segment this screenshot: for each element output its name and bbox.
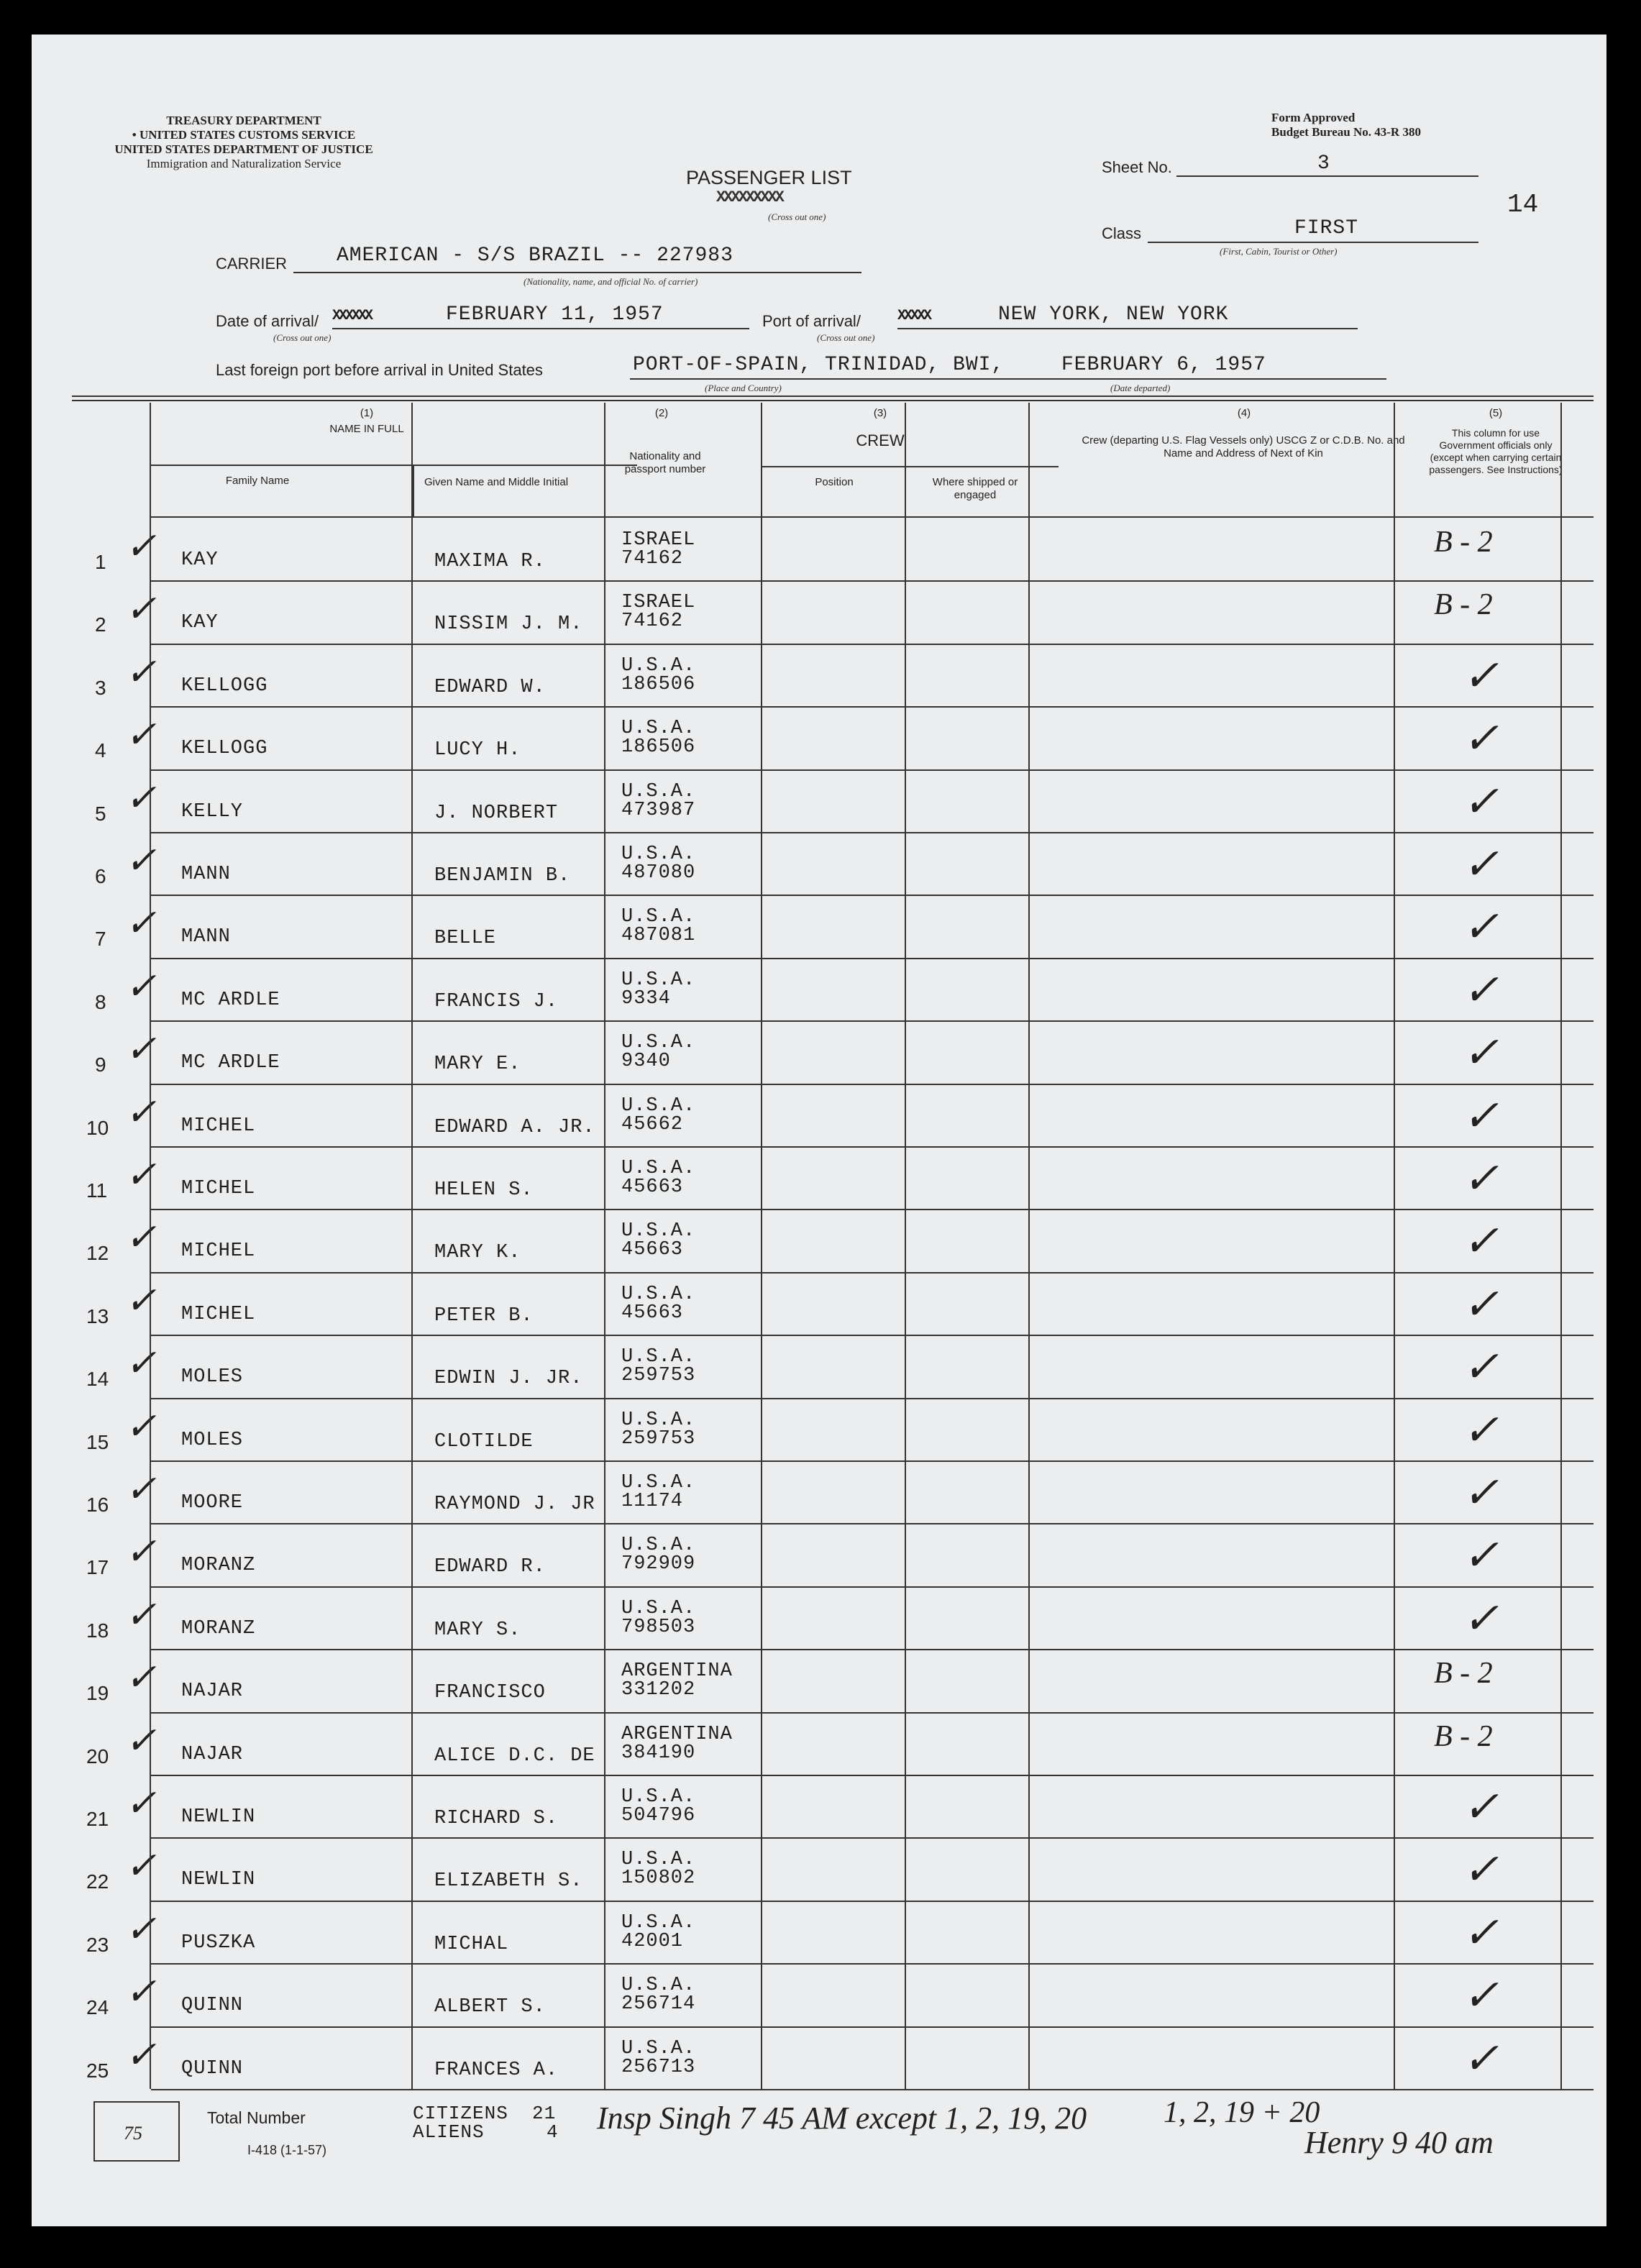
official-mark: ✓: [1463, 1217, 1499, 1266]
check-mark-icon: ✓: [125, 966, 157, 1007]
official-mark: ✓: [1463, 715, 1499, 763]
table-row: [32, 644, 1606, 706]
passport-number: 150802: [621, 1867, 696, 1890]
passport-number: 487080: [621, 862, 696, 884]
official-mark: ✓: [1463, 2034, 1499, 2082]
row-number: 25: [86, 2059, 109, 2082]
row-number: 21: [86, 1808, 109, 1830]
official-mark: ✓: [1463, 651, 1499, 700]
check-mark-icon: ✓: [125, 1846, 157, 1888]
official-mark: ✓: [1463, 903, 1499, 951]
family-name: MC ARDLE: [181, 989, 280, 1011]
official-mark: ✓: [1463, 1908, 1499, 1957]
family-name: KAY: [181, 549, 219, 571]
arrival-crossed: XXXXXX: [332, 308, 372, 324]
check-mark-icon: ✓: [125, 1783, 157, 1824]
official-mark: ✓: [1463, 1155, 1499, 1202]
family-name: KELLOGG: [181, 675, 268, 697]
nationality: U.S.A.: [621, 1849, 696, 1871]
col4-number: (4): [1237, 407, 1251, 419]
row-number: 6: [95, 865, 106, 887]
table-row: [32, 1775, 1606, 1837]
cross-out-note: (Cross out one): [768, 211, 826, 222]
departed-note: (Date departed): [1110, 383, 1171, 393]
nationality: U.S.A.: [621, 1346, 696, 1368]
row-number: 16: [86, 1494, 109, 1516]
form-approved-line: Form Approved: [1271, 111, 1356, 124]
check-mark-icon: ✓: [125, 1532, 157, 1573]
row-number: 10: [86, 1116, 109, 1139]
table-row: [32, 580, 1606, 643]
family-name: MOLES: [181, 1429, 244, 1451]
col2-title-text: Nationality and passport number: [624, 450, 706, 475]
table-row: [32, 1398, 1606, 1460]
passport-number: 9334: [621, 987, 671, 1010]
nationality: ISRAEL: [621, 529, 696, 551]
handwritten-signature: Henry 9 40 am: [1304, 2125, 1494, 2160]
passport-number: 256713: [621, 2056, 696, 2078]
official-mark: B - 2: [1434, 526, 1493, 559]
given-name: RAYMOND J. JR: [434, 1494, 595, 1515]
col5-title: [1424, 427, 1568, 476]
check-mark-icon: ✓: [125, 1280, 157, 1322]
row-number: 23: [86, 1933, 109, 1956]
carrier-value: AMERICAN - S/S BRAZIL -- 227983: [337, 244, 733, 267]
row-number: 12: [86, 1242, 109, 1265]
sheet-label: Sheet No.: [1102, 158, 1172, 176]
nationality: U.S.A.: [621, 906, 696, 928]
check-mark-icon: ✓: [125, 1720, 157, 1762]
given-name: EDWARD R.: [434, 1556, 546, 1578]
check-mark-icon: ✓: [125, 1657, 157, 1699]
handwritten-inspection-note: Insp Singh 7 45 AM except 1, 2, 19, 20: [597, 2100, 1087, 2136]
nationality: U.S.A.: [621, 1094, 696, 1117]
check-mark-icon: ✓: [125, 777, 157, 819]
nationality: U.S.A.: [621, 1220, 696, 1243]
family-name: MORANZ: [181, 1617, 256, 1640]
family-name: MICHEL: [181, 1115, 256, 1137]
family-name: MICHEL: [181, 1240, 256, 1263]
table-row: [32, 2026, 1606, 2089]
col2-title: [618, 450, 712, 476]
total-box: [93, 2101, 180, 2162]
table-row: [32, 1837, 1606, 1900]
row-number: 9: [95, 1053, 106, 1076]
passport-number: 45662: [621, 1113, 684, 1135]
last-port-value: PORT-OF-SPAIN, TRINIDAD, BWI,: [633, 354, 1005, 376]
check-mark-icon: ✓: [125, 651, 157, 693]
official-mark: B - 2: [1434, 588, 1493, 622]
table-row: [32, 1272, 1606, 1335]
given-name: BENJAMIN B.: [434, 865, 571, 887]
carrier-label: CARRIER: [216, 255, 288, 273]
check-mark-icon: ✓: [125, 1155, 157, 1196]
given-name: ALICE D.C. DE: [434, 1745, 595, 1767]
check-mark-icon: ✓: [125, 1092, 157, 1133]
given-name: FRANCIS J.: [434, 990, 559, 1012]
table-row: [32, 832, 1606, 895]
col1-number: (1): [360, 407, 374, 419]
citizens-value: 21: [532, 2103, 557, 2124]
port-note: (Cross out one): [817, 332, 875, 343]
nationality: U.S.A.: [621, 1158, 696, 1179]
check-mark-icon: ✓: [125, 1343, 157, 1385]
table-row: [32, 1084, 1606, 1146]
nationality: U.S.A.: [621, 1472, 696, 1494]
official-mark: ✓: [1463, 1029, 1499, 1077]
crew-header: CREW: [856, 431, 905, 449]
family-name: KELLY: [181, 800, 244, 823]
class-note: (First, Cabin, Tourist or Other): [1220, 246, 1338, 257]
family-name: MOLES: [181, 1366, 244, 1389]
nationality: U.S.A.: [621, 654, 696, 677]
check-mark-icon: ✓: [125, 1406, 157, 1448]
given-name: FRANCISCO: [434, 1682, 546, 1704]
row-number: 7: [95, 928, 106, 951]
given-name: BELLE: [434, 928, 497, 950]
citizens-label: CITIZENS: [413, 2103, 508, 2124]
table-row: [32, 1209, 1606, 1271]
passport-number: 798503: [621, 1616, 696, 1638]
table-row: [32, 1523, 1606, 1586]
carrier-note: (Nationality, name, and official No. of carrier): [524, 276, 698, 287]
row-number: 5: [95, 802, 106, 825]
row-number: 13: [86, 1304, 109, 1327]
row-number: 11: [86, 1179, 108, 1202]
nationality: U.S.A.: [621, 2037, 696, 2059]
given-name: EDWARD W.: [434, 676, 546, 698]
check-mark-icon: ✓: [125, 526, 157, 567]
col3-number: (3): [873, 407, 887, 419]
sheet-number: 3: [1317, 152, 1330, 175]
given-name: EDWARD A. JR.: [434, 1116, 595, 1138]
family-name: NEWLIN: [181, 1806, 256, 1828]
passport-number: 487081: [621, 925, 696, 947]
passport-number: 792909: [621, 1553, 696, 1576]
nationality: U.S.A.: [621, 718, 696, 740]
family-name: MANN: [181, 926, 231, 948]
given-name: PETER B.: [434, 1304, 534, 1327]
passenger-list-sheet: [32, 35, 1606, 2226]
row-number: 4: [95, 739, 106, 762]
check-mark-icon: ✓: [125, 715, 157, 756]
table-row: [32, 769, 1606, 832]
table-row: [32, 1460, 1606, 1523]
position-header: Position: [815, 476, 854, 488]
aliens-value: 4: [547, 2121, 559, 2143]
passport-number: 384190: [621, 1742, 696, 1764]
given-name-header: [410, 476, 582, 489]
family-name: NAJAR: [181, 1743, 244, 1765]
arrival-date: FEBRUARY 11, 1957: [446, 303, 664, 326]
family-name: MICHEL: [181, 1303, 256, 1325]
check-mark-icon: ✓: [125, 1972, 157, 2013]
given-name: CLOTILDE: [434, 1430, 534, 1453]
last-port-label: Last foreign port before arrival in United States: [216, 361, 543, 379]
family-name: NEWLIN: [181, 1869, 256, 1891]
check-mark-icon: ✓: [125, 1217, 157, 1259]
total-box-value: 75: [124, 2123, 142, 2144]
class-value: FIRST: [1294, 217, 1359, 239]
shipped-header-text: Where shipped or engaged: [932, 476, 1018, 501]
official-mark: ✓: [1463, 1594, 1499, 1642]
port-crossed: XXXXX: [897, 308, 931, 324]
page-number: 14: [1507, 190, 1539, 219]
passport-number: 473987: [621, 799, 696, 821]
official-mark: ✓: [1463, 777, 1499, 826]
page-title: PASSENGER LIST: [686, 167, 852, 188]
form-approved-line: Budget Bureau No. 43-R 380: [1271, 125, 1421, 139]
passport-number: 9340: [621, 1051, 671, 1073]
row-number: 24: [86, 1996, 109, 2019]
official-mark: ✓: [1463, 1532, 1499, 1580]
port-value: NEW YORK, NEW YORK: [998, 303, 1229, 326]
official-mark: ✓: [1463, 966, 1499, 1014]
row-number: 17: [86, 1556, 109, 1579]
total-label: Total Number: [207, 2108, 306, 2127]
given-name-header-text: Given Name and Middle Initial: [424, 476, 569, 488]
passport-number: 186506: [621, 736, 696, 759]
col5-number: (5): [1489, 407, 1503, 419]
agency-line: UNITED STATES DEPARTMENT OF JUSTICE: [114, 142, 373, 156]
check-mark-icon: ✓: [125, 903, 157, 945]
check-mark-icon: ✓: [125, 1469, 157, 1510]
nationality: ARGENTINA: [621, 1660, 733, 1683]
col5-title-text: This column for use Government officials only (except when carrying certain passengers. See Instructions): [1429, 427, 1563, 475]
table-row: [32, 895, 1606, 957]
row-number: 18: [86, 1619, 109, 1642]
passport-number: 45663: [621, 1302, 684, 1324]
col2-number: (2): [654, 407, 669, 419]
passport-number: 45663: [621, 1176, 684, 1198]
passport-number: 42001: [621, 1930, 684, 1952]
nationality: ARGENTINA: [621, 1723, 733, 1745]
table-row: [32, 1963, 1606, 2026]
passport-number: 74162: [621, 611, 684, 633]
official-mark: B - 2: [1434, 1657, 1493, 1691]
nationality: U.S.A.: [621, 1409, 696, 1431]
check-mark-icon: ✓: [125, 1029, 157, 1071]
family-name: KELLOGG: [181, 738, 268, 760]
family-name: MICHEL: [181, 1178, 256, 1199]
given-name: LUCY H.: [434, 739, 521, 762]
arrival-label: Date of arrival/: [216, 312, 319, 330]
passport-number: 256714: [621, 1993, 696, 2016]
table-row: [32, 1146, 1606, 1209]
col4-title-text: Crew (departing U.S. Flag Vessels only) USCG Z or C.D.B. No. and Name and Address of Next of Kin: [1082, 434, 1405, 459]
family-name-header: Family Name: [225, 475, 290, 487]
official-mark: ✓: [1463, 1846, 1499, 1894]
agency-line: Immigration and Naturalization Service: [146, 157, 342, 170]
table-row: [32, 1335, 1606, 1397]
nationality: U.S.A.: [621, 1597, 696, 1619]
passport-number: 504796: [621, 1805, 696, 1826]
official-mark: ✓: [1463, 1343, 1499, 1391]
official-mark: ✓: [1463, 1972, 1499, 2020]
table-row: [32, 1901, 1606, 1963]
row-number: 19: [86, 1682, 109, 1705]
family-name: QUINN: [181, 2057, 244, 2080]
table-row: [32, 706, 1606, 769]
nationality: U.S.A.: [621, 1786, 696, 1808]
check-mark-icon: ✓: [125, 2034, 157, 2076]
check-mark-icon: ✓: [125, 1908, 157, 1950]
nationality: ISRAEL: [621, 592, 696, 614]
check-mark-icon: ✓: [125, 1594, 157, 1636]
given-name: RICHARD S.: [434, 1808, 559, 1829]
family-name: KAY: [181, 612, 219, 634]
nationality: U.S.A.: [621, 1283, 696, 1305]
given-name: ELIZABETH S.: [434, 1870, 583, 1893]
row-number: 3: [95, 676, 106, 699]
aliens-label: ALIENS: [413, 2121, 485, 2143]
agency-line: • UNITED STATES CUSTOMS SERVICE: [132, 128, 356, 142]
last-port-note: (Place and Country): [705, 383, 782, 393]
given-name: MARY E.: [434, 1053, 521, 1076]
row-number: 15: [86, 1430, 109, 1453]
nationality: U.S.A.: [621, 780, 696, 803]
given-name: EDWIN J. JR.: [434, 1368, 583, 1390]
family-name: MANN: [181, 864, 231, 885]
row-number: 22: [86, 1870, 109, 1893]
given-name: ALBERT S.: [434, 1996, 546, 2018]
given-name: HELEN S.: [434, 1179, 534, 1201]
handwritten-exceptions: 1, 2, 19 + 20: [1164, 2096, 1320, 2129]
official-mark: ✓: [1463, 1280, 1499, 1328]
col1-title: NAME IN FULL: [329, 423, 404, 435]
row-number: 14: [86, 1368, 109, 1391]
table-row: [32, 958, 1606, 1020]
form-code: I-418 (1-1-57): [247, 2143, 327, 2157]
official-mark: ✓: [1463, 1469, 1499, 1517]
crossed-title: XXXXXXXXX: [716, 188, 782, 206]
given-name: J. NORBERT: [434, 802, 559, 824]
passport-number: 331202: [621, 1679, 696, 1701]
passport-number: 11174: [621, 1491, 684, 1512]
official-mark: B - 2: [1434, 1719, 1493, 1753]
passport-number: 45663: [621, 1239, 684, 1261]
family-name: PUSZKA: [181, 1931, 256, 1954]
table-row: [32, 1649, 1606, 1711]
table-row: [32, 518, 1606, 580]
nationality: U.S.A.: [621, 843, 696, 865]
official-mark: ✓: [1463, 841, 1499, 888]
row-number: 8: [95, 990, 106, 1013]
official-mark: ✓: [1463, 1783, 1499, 1831]
family-name: NAJAR: [181, 1681, 244, 1703]
family-name: MC ARDLE: [181, 1052, 280, 1074]
given-name: MARY S.: [434, 1619, 521, 1641]
check-mark-icon: ✓: [125, 589, 157, 631]
table-row: [32, 1712, 1606, 1775]
given-name: NISSIM J. M.: [434, 613, 583, 636]
family-name: QUINN: [181, 1995, 244, 2017]
row-number: 2: [95, 613, 106, 636]
nationality: U.S.A.: [621, 969, 696, 991]
departed-date: FEBRUARY 6, 1957: [1061, 354, 1266, 376]
table-row: [32, 1020, 1606, 1083]
check-mark-icon: ✓: [125, 841, 157, 882]
nationality: U.S.A.: [621, 1535, 696, 1557]
nationality: U.S.A.: [621, 1032, 696, 1054]
arrival-note: (Cross out one): [273, 332, 332, 343]
table-row: [32, 1586, 1606, 1649]
given-name: MAXIMA R.: [434, 551, 546, 572]
family-name: MORANZ: [181, 1555, 256, 1577]
row-number: 20: [86, 1745, 109, 1768]
col4-title: [1074, 434, 1412, 460]
nationality: U.S.A.: [621, 1911, 696, 1934]
passport-number: 186506: [621, 673, 696, 695]
given-name: MICHAL: [434, 1933, 509, 1955]
port-label: Port of arrival/: [762, 312, 861, 330]
passport-number: 259753: [621, 1365, 696, 1387]
row-number: 1: [95, 551, 106, 573]
given-name: MARY K.: [434, 1242, 521, 1264]
shipped-header: [918, 476, 1033, 502]
official-mark: ✓: [1463, 1406, 1499, 1454]
official-mark: ✓: [1463, 1092, 1499, 1140]
agency-line: TREASURY DEPARTMENT: [166, 114, 321, 127]
passport-number: 74162: [621, 548, 684, 570]
class-label: Class: [1102, 224, 1142, 242]
passport-number: 259753: [621, 1427, 696, 1450]
family-name: MOORE: [181, 1492, 244, 1514]
given-name: FRANCES A.: [434, 2059, 559, 2081]
nationality: U.S.A.: [621, 1975, 696, 1997]
